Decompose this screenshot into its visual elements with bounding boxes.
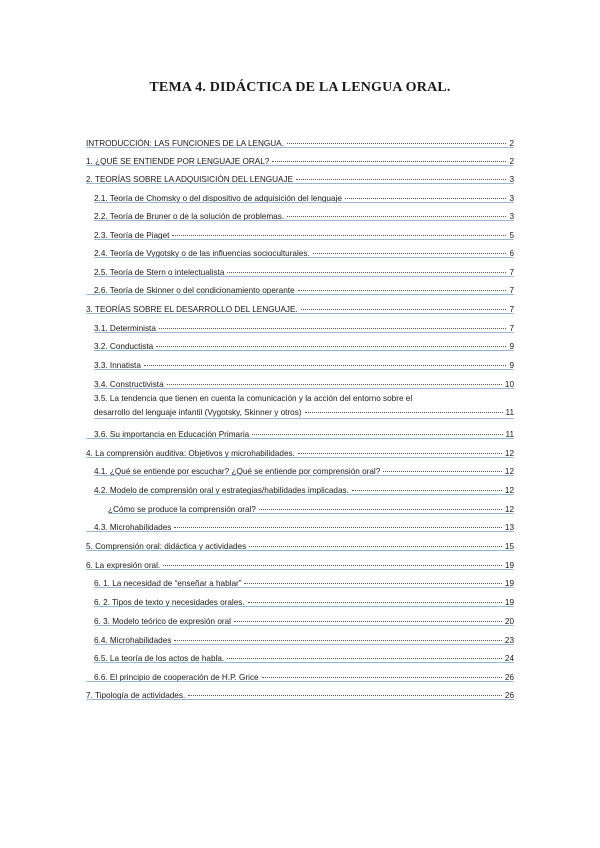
toc-entry-label: 6.5. La teoría de los actos de habla. bbox=[94, 654, 225, 663]
toc-page-number: 12 bbox=[504, 505, 514, 514]
divider bbox=[86, 681, 514, 682]
divider bbox=[86, 438, 514, 439]
leader-dots bbox=[227, 262, 506, 273]
leader-dots bbox=[262, 667, 502, 678]
divider bbox=[94, 239, 514, 240]
toc-page-number: 19 bbox=[504, 598, 514, 607]
divider bbox=[86, 294, 514, 295]
divider bbox=[94, 388, 514, 389]
divider bbox=[86, 699, 514, 700]
divider bbox=[86, 531, 514, 532]
toc-page-number: 19 bbox=[504, 561, 514, 570]
toc-page-number: 12 bbox=[504, 449, 514, 458]
table-of-contents bbox=[86, 0, 514, 848]
toc-entry-label: 3.1. Determinista bbox=[94, 324, 156, 333]
leader-dots bbox=[156, 336, 506, 347]
leader-dots bbox=[188, 685, 502, 696]
leader-dots bbox=[252, 424, 502, 435]
toc-page-number: 20 bbox=[504, 617, 514, 626]
toc-page-number: 7 bbox=[509, 268, 514, 277]
divider bbox=[94, 332, 514, 333]
divider bbox=[94, 662, 514, 663]
toc-entry-label: 6.4. Microhabilidades bbox=[94, 636, 172, 645]
toc-entry-label: 6. 2. Tipos de texto y necesidades orales. bbox=[94, 598, 245, 607]
toc-entry-label: 4.2. Modelo de comprensión oral y estrategias/habilidades implicadas. bbox=[94, 486, 349, 495]
toc-page-number: 11 bbox=[505, 408, 514, 417]
toc-page-number: 2 bbox=[509, 157, 514, 166]
divider bbox=[86, 147, 514, 148]
divider bbox=[86, 457, 514, 458]
toc-page-number: 7 bbox=[509, 324, 514, 333]
toc-entry-label: 2.4. Teoría de Vygotsky o de las influencias socioculturales. bbox=[94, 249, 310, 258]
toc-entry-label: 1. ¿QUÉ SE ENTIENDE POR LENGUAJE ORAL? bbox=[86, 157, 270, 166]
toc-entry[interactable] bbox=[94, 394, 514, 418]
divider bbox=[94, 257, 514, 258]
leader-dots bbox=[301, 299, 507, 310]
toc-entry-label: 2.2. Teoría de Bruner o de la solución de problemas. bbox=[94, 212, 285, 221]
toc-entry-label: 7. Tipología de actividades. bbox=[86, 691, 186, 700]
toc-entry-label-continued: desarrollo del lenguaje infantil (Vygotsky, Skinner y otros) bbox=[94, 408, 302, 417]
toc-page-number: 12 bbox=[504, 467, 514, 476]
toc-entry-label: 2.3. Teoría de Piaget bbox=[94, 231, 170, 240]
toc-page-number: 13 bbox=[504, 523, 514, 532]
divider bbox=[94, 587, 514, 588]
toc-entry-label: 3. TEORÍAS SOBRE EL DESARROLLO DEL LENGUAJE. bbox=[86, 305, 298, 314]
divider bbox=[86, 550, 514, 551]
toc-page-number: 3 bbox=[509, 175, 514, 184]
divider bbox=[86, 313, 514, 314]
divider bbox=[94, 418, 514, 419]
leader-dots bbox=[163, 555, 502, 566]
divider bbox=[94, 494, 514, 495]
leader-dots bbox=[298, 280, 507, 291]
divider bbox=[94, 202, 514, 203]
toc-entry-label: 2. TEORÍAS SOBRE LA ADQUISICIÓN DEL LENGUAJE bbox=[86, 175, 294, 184]
toc-page-number: 3 bbox=[509, 194, 514, 203]
toc-page-number: 6 bbox=[509, 249, 514, 258]
toc-page-number: 15 bbox=[504, 542, 514, 551]
leader-dots bbox=[272, 151, 506, 162]
toc-page-number: 26 bbox=[504, 673, 514, 682]
leader-dots bbox=[287, 206, 506, 217]
toc-entry-label: 6. 3. Modelo teórico de expresión oral bbox=[94, 617, 231, 626]
leader-dots bbox=[174, 517, 502, 528]
toc-page-number: 26 bbox=[504, 691, 514, 700]
toc-page-number: 23 bbox=[504, 636, 514, 645]
divider bbox=[94, 276, 514, 277]
toc-page-number: 19 bbox=[504, 579, 514, 588]
toc-entry-label: 3.2. Conductista bbox=[94, 342, 154, 351]
toc-entry-line2 bbox=[94, 404, 514, 418]
toc-entry-label: 2.6. Teoría de Skinner o del condicionamiento operante bbox=[94, 286, 295, 295]
divider bbox=[94, 350, 514, 351]
divider bbox=[94, 369, 514, 370]
toc-entry-label: 4. La comprensión auditiva: Objetivos y microhabilidades. bbox=[86, 449, 295, 458]
leader-dots bbox=[234, 611, 502, 622]
toc-entry-label: 2.1. Teoría de Chomsky o del dispositivo de adquisición del lenguaje bbox=[94, 194, 342, 203]
leader-dots bbox=[227, 648, 502, 659]
toc-page-number: 7 bbox=[509, 305, 514, 314]
toc-entry-label: 4.1. ¿Qué se entiende por escuchar? ¿Qué se entiende por comprensión oral? bbox=[94, 467, 381, 476]
divider bbox=[94, 606, 514, 607]
toc-page-number: 11 bbox=[505, 430, 514, 439]
divider bbox=[94, 475, 514, 476]
toc-entry-label: ¿Cómo se produce la comprensión oral? bbox=[108, 505, 256, 514]
toc-entry-label: 6.6. El principio de cooperación de H.P. Grice bbox=[94, 673, 259, 682]
toc-page-number: 9 bbox=[509, 342, 514, 351]
leader-dots bbox=[296, 169, 506, 180]
leader-dots bbox=[352, 480, 502, 491]
toc-page-number: 2 bbox=[509, 139, 514, 148]
divider bbox=[94, 644, 514, 645]
toc-entry-label: 3.6. Su importancia en Educación Primaria bbox=[94, 430, 250, 439]
toc-entry-label: 3.3. Innatista bbox=[94, 361, 141, 370]
leader-dots bbox=[167, 374, 502, 385]
toc-page-number: 12 bbox=[504, 486, 514, 495]
leader-dots bbox=[172, 225, 506, 236]
leader-dots bbox=[305, 402, 503, 413]
divider bbox=[94, 625, 514, 626]
toc-entry-label: 5. Comprensión oral: didáctica y actividades bbox=[86, 542, 247, 551]
leader-dots bbox=[259, 499, 502, 510]
leader-dots bbox=[313, 243, 507, 254]
leader-dots bbox=[244, 573, 501, 584]
divider bbox=[86, 569, 514, 570]
toc-page-number: 9 bbox=[509, 361, 514, 370]
toc-page-number: 3 bbox=[509, 212, 514, 221]
leader-dots bbox=[249, 536, 502, 547]
leader-dots bbox=[174, 630, 502, 641]
leader-dots bbox=[287, 133, 507, 144]
toc-entry-label: 6. La expresión oral. bbox=[86, 561, 161, 570]
divider bbox=[86, 165, 514, 166]
divider bbox=[86, 183, 514, 184]
leader-dots bbox=[345, 188, 507, 199]
toc-page-number: 24 bbox=[504, 654, 514, 663]
toc-page-number: 5 bbox=[509, 231, 514, 240]
leader-dots bbox=[144, 355, 507, 366]
toc-page-number: 7 bbox=[509, 286, 514, 295]
toc-entry-label: 4.3. Microhabilidades bbox=[94, 523, 172, 532]
leader-dots bbox=[248, 592, 502, 603]
toc-entry-label: 3.4. Constructivista bbox=[94, 380, 164, 389]
page-title: TEMA 4. DIDÁCTICA DE LA LENGUA ORAL. bbox=[149, 80, 451, 95]
toc-entry-label: 3.5. La tendencia que tienen en cuenta la comunicación y la acción del entorno sobre el bbox=[94, 394, 413, 403]
toc-entry-label: 6. 1. La necesidad de “enseñar a hablar” bbox=[94, 579, 242, 588]
leader-dots bbox=[383, 461, 502, 472]
leader-dots bbox=[159, 318, 507, 329]
divider bbox=[108, 513, 514, 514]
leader-dots bbox=[298, 443, 502, 454]
toc-page-number: 10 bbox=[504, 380, 514, 389]
toc-entry-label: 2.5. Teoría de Stern o intelectualista bbox=[94, 268, 225, 277]
divider bbox=[94, 220, 514, 221]
toc-entry-label: INTRODUCCIÓN: LAS FUNCIONES DE LA LENGUA. bbox=[86, 139, 284, 148]
